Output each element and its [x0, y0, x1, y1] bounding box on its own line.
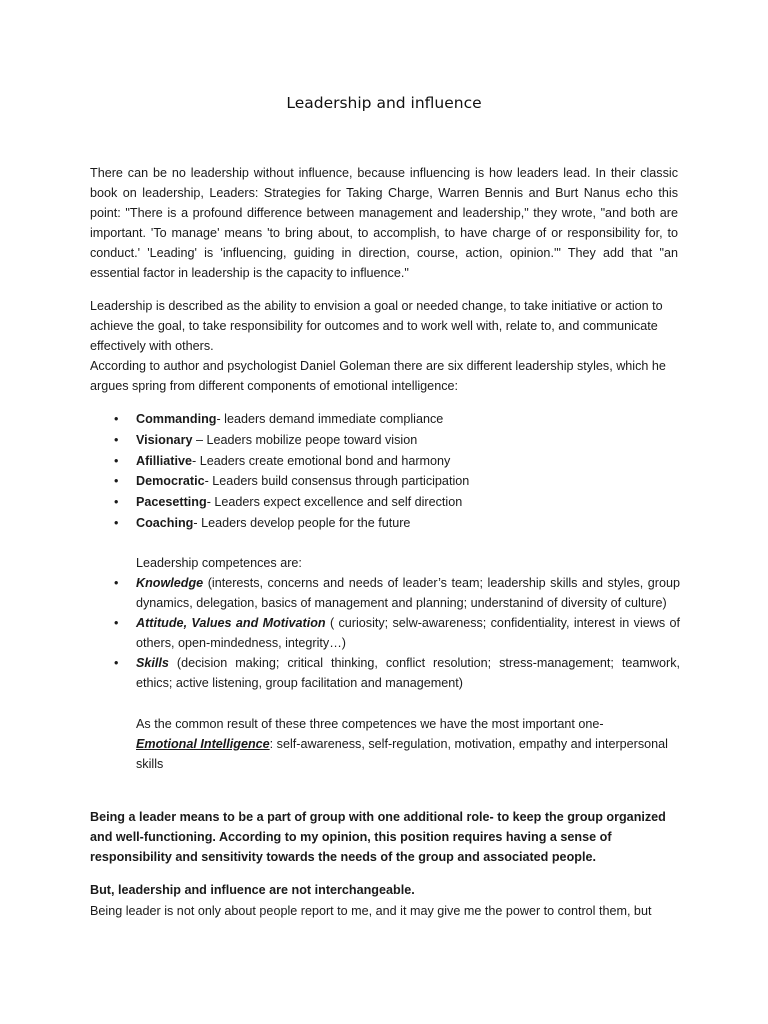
but-line: But, leadership and influence are not interchangeable. — [90, 883, 415, 897]
definition-paragraph: Leadership is described as the ability to envision a goal or needed change, to take initiative or action to achieve the goal, to take responsibility for outcomes and to work well with, relate to, and communicate effectively with others. — [90, 299, 663, 353]
bullet-icon: • — [114, 412, 119, 426]
style-name: Coaching — [136, 515, 194, 530]
bullet-icon: • — [114, 432, 119, 447]
list-item — [90, 471, 680, 492]
list-item — [90, 573, 680, 613]
common-result-text: As the common result of these three competences we have the most important one- — [136, 717, 604, 731]
competence-name: Skills — [136, 656, 169, 670]
bullet-icon: • — [114, 474, 119, 489]
competences-list — [90, 573, 680, 693]
style-desc: - leaders demand immediate compliance — [216, 412, 444, 426]
emotional-intelligence-desc: : self-awareness, self-regulation, motivation, empathy and interpersonal skills — [136, 737, 668, 771]
bullet-icon: • — [114, 495, 119, 510]
bullet-icon: • — [114, 453, 119, 468]
goleman-paragraph: According to author and psychologist Daniel Goleman there are six different leadership styles, which he argues spring from different components of emotional intelligence: — [90, 359, 666, 393]
competence-desc: (decision making; critical thinking, conflict resolution; stress-management; teamwork, ethics; active listening, group facilitation and management) — [136, 656, 680, 690]
style-desc: - Leaders expect excellence and self direction — [206, 495, 463, 510]
common-result-paragraph — [136, 714, 680, 774]
list-item — [90, 430, 680, 451]
style-name: Afilliative — [136, 453, 192, 468]
list-item — [90, 492, 680, 513]
style-desc: - Leaders develop people for the future — [193, 515, 411, 530]
list-item — [90, 613, 680, 653]
list-item — [90, 513, 680, 534]
style-name: Commanding — [136, 412, 217, 426]
list-item — [90, 451, 680, 472]
leadership-styles-list — [90, 409, 680, 534]
being-leader-paragraph: Being a leader means to be a part of group with one additional role- to keep the group organized and well-functioning. According to my opinion, this position requires having a sense of responsibility and sensitivity towards the needs of the group and associated people. — [90, 810, 666, 864]
competence-name: Attitude, Values and Motivation — [136, 616, 326, 630]
intro-paragraph: There can be no leadership without influence, because influencing is how leaders lead. In their classic book on leadership, Leaders: Strategies for Taking Charge, Warren Bennis and Burt Nanus echo this point: "There is a profound difference between management and leadership," they wrote, "and both are important. 'To manage' means 'to bring about, to accomplish, to have charge of or responsibility for, to conduct.' 'Leading' is 'influencing, guiding in direction, course, action, opinion.'" They add that "an essential factor in leadership is the capacity to influence." — [90, 166, 678, 280]
page-title: Leadership and influence — [286, 94, 482, 112]
competence-name: Knowledge — [136, 576, 204, 590]
bullet-icon: • — [114, 576, 119, 590]
bullet-icon: • — [114, 616, 119, 630]
competence-desc: ( curiosity; selw-awareness; confidentiality, interest in views of others, open-mindedness, integrity…) — [136, 616, 680, 650]
emotional-intelligence-label: Emotional Intelligence — [136, 737, 270, 751]
bullet-icon: • — [114, 656, 119, 670]
list-item — [90, 409, 680, 430]
style-desc: – Leaders mobilize peope toward vision — [192, 432, 418, 447]
competences-intro: Leadership competences are: — [136, 556, 302, 570]
style-desc: - Leaders create emotional bond and harmony — [192, 453, 451, 468]
last-line: Being leader is not only about people report to me, and it may give me the power to control them, but — [90, 904, 652, 918]
style-name: Pacesetting — [136, 495, 207, 510]
list-item — [90, 653, 680, 693]
style-desc: - Leaders build consensus through participation — [204, 474, 470, 489]
bullet-icon: • — [114, 515, 119, 530]
competence-desc: (interests, concerns and needs of leader’s team; leadership skills and styles, group dynamics, delegation, basics of management and planning; understanind of diversity of culture) — [136, 576, 680, 610]
style-name: Visionary — [136, 432, 193, 447]
style-name: Democratic — [136, 474, 205, 489]
